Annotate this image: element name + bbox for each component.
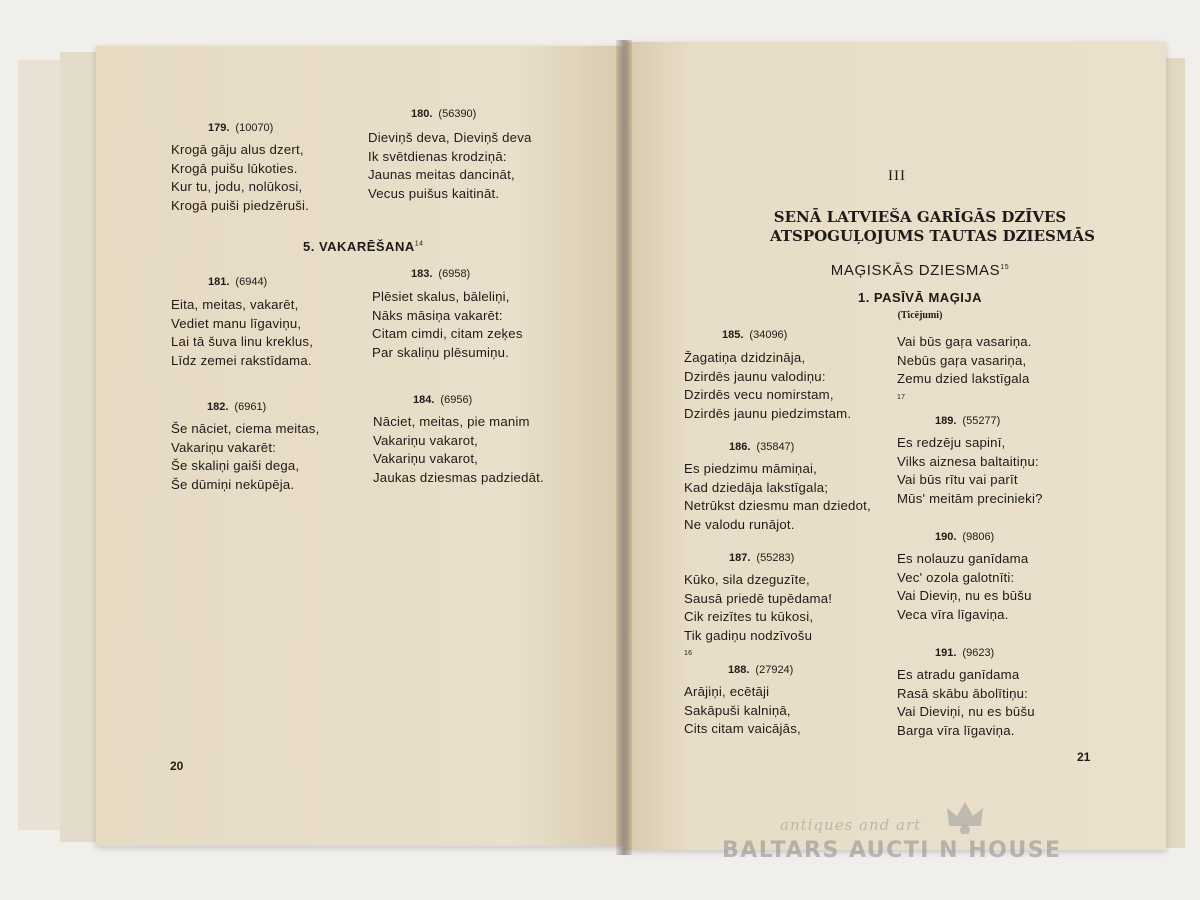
section-heading: 5. VAKARĒŠANA$^{14}$	[303, 239, 424, 254]
poem-verse: Eita, meitas, vakarēt, Vediet manu līgaviņu, Lai tā šuva linu kreklus, Līdz zemei rakstīdama.	[171, 297, 314, 368]
book-gutter	[616, 40, 632, 855]
poem-number: 185. (34096)	[722, 329, 788, 341]
poem-verse: Žagatiņa dzidzināja, Dzirdēs jaunu valodiņu: Dzirdēs vecu nomirstam, Dzirdēs jaunu piedzimstam.	[684, 350, 852, 421]
poem-number: 191. (9623)	[935, 647, 995, 659]
subtitle: MAĢISKĀS DZIESMAS$^{15}$	[830, 262, 1010, 279]
watermark-tagline: antiques and art	[780, 816, 922, 834]
poem-verse: Krogā gāju alus dzert, Krogā puišu lūkoties. Kur tu, jodu, nolūkosi, Krogā puiši piedzēruši.	[171, 142, 310, 213]
section-heading: 1. PASĪVĀ MAĢIJA	[857, 290, 983, 305]
poem-number: 190. (9806)	[935, 531, 995, 543]
poem-verse: Es piedzimu māmiņai, Kad dziedāja lakstīgala; Netrūkst dziesmu man dziedot, Ne valodu runājot.	[684, 461, 871, 532]
watermark-brand: BALTARS AUCTI N HOUSE	[722, 838, 1062, 863]
poem-verse: Es atradu ganīdama Rasā skābu ābolītiņu: Vai Dieviņi, nu es būšu Barga vīra līgaviņa.	[897, 667, 1035, 738]
poem-number: 184. (6956)	[413, 394, 473, 406]
chapter-title: SENĀ LATVIEŠA GARĪGĀS DZĪVES ATSPOGUĻOJUMS TAUTAS DZIESMĀS	[770, 208, 1095, 245]
poem-verse: Še nāciet, ciema meitas, Vakariņu vakarēt: Še skaliņi gaiši dega, Še dūmiņi nekūpēja.	[171, 421, 320, 492]
poem-number: 181. (6944)	[208, 276, 268, 288]
poem-verse: Plēsiet skalus, bāleliņi, Nāks māsiņa vakarēt: Citam cimdi, citam zeķes Par skaliņu plēsumiņu.	[372, 289, 523, 360]
poem-verse: Arājiņi, ecētāji Sakāpuši kalniņā, Cits citam vaicājās,	[684, 684, 801, 736]
poem-verse: Kūko, sila dzeguzīte, Sausā priedē tupēdama! Cik reizītes tu kūkosi, Tik gadiņu nodzīvošu $^{16}$	[684, 572, 833, 657]
poem-verse: Es redzēju sapinī, Vilks aiznesa baltaitiņu: Vai būs rītu vai parīt Mūs' meitām precinieki?	[897, 435, 1043, 506]
poem-number: 188. (27924)	[728, 664, 794, 676]
poem-verse: Es nolauzu ganīdama Vec' ozola galotnīti: Vai Dieviņ, nu es būšu Veca vīra līgaviņa.	[897, 551, 1032, 622]
crown-logo-icon	[945, 800, 985, 834]
page-number: 21	[1077, 750, 1091, 764]
poem-number: 183. (6958)	[411, 268, 471, 280]
poem-verse: Nāciet, meitas, pie manim Vakariņu vakarot, Vakariņu vakarot, Jaukas dziesmas padziedāt.	[373, 414, 544, 485]
poem-verse: Dieviņš deva, Dieviņš deva Ik svētdienas krodziņā: Jaunas meitas dancināt, Vecus puišus kaitināt.	[368, 130, 532, 201]
poem-number: 187. (55283)	[729, 552, 795, 564]
page-number: 20	[170, 759, 184, 773]
poem-number: 182. (6961)	[207, 401, 267, 413]
poem-number: 179. (10070)	[208, 122, 274, 134]
poem-number: 189. (55277)	[935, 415, 1001, 427]
poem-number: 186. (35847)	[729, 441, 795, 453]
chapter-number: III	[888, 168, 906, 184]
section-parenthetical: (Ticējumi)	[897, 310, 943, 321]
poem-verse-continued: Vai būs gaŗa vasariņa. Nebūs gaŗa vasariņa, Zemu dzied lakstīgala $^{17}$	[897, 334, 1032, 401]
poem-number: 180. (56390)	[411, 108, 477, 120]
